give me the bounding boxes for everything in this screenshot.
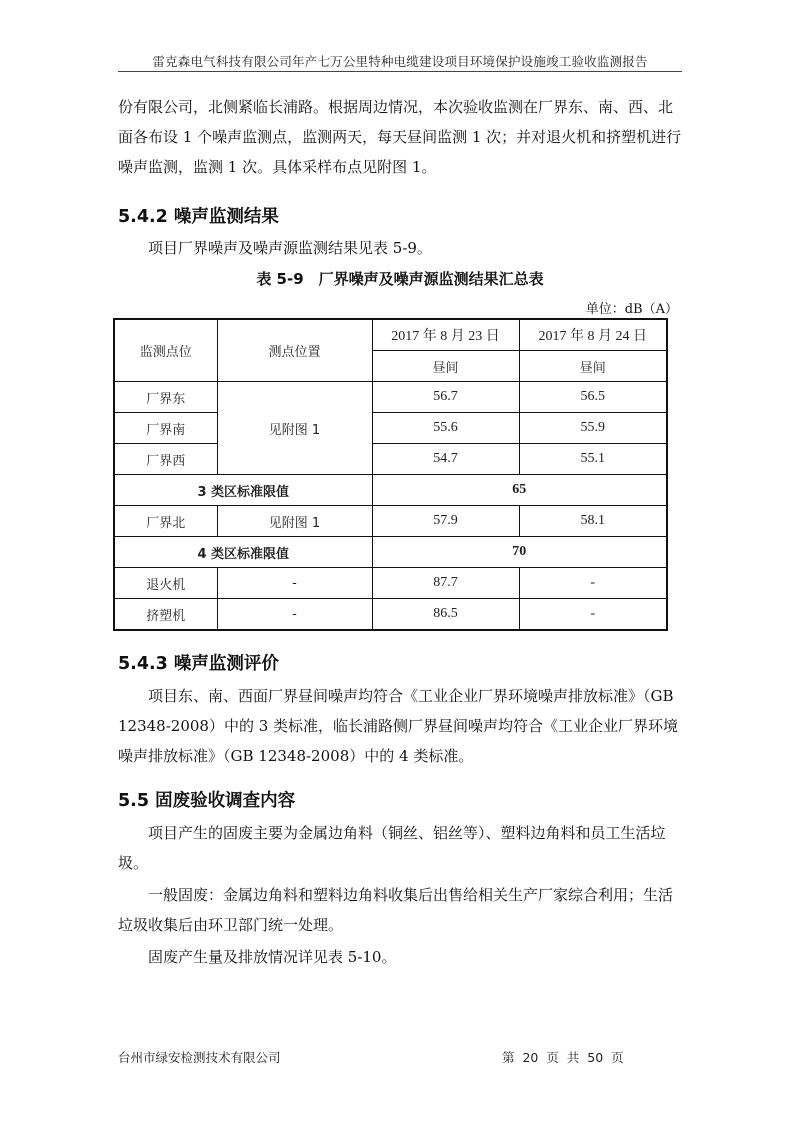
running-header-title: 雷克森电气科技有限公司年产七万公里特种电缆建设项目环境保护设施竣工验收监测报告 [152, 54, 648, 69]
cell-point: 挤塑机 [114, 599, 217, 631]
table-limit-row [114, 537, 667, 568]
cell-day1: 55.6 [372, 413, 519, 444]
footer-page-number: 第 20 页 共 50 页 [502, 1050, 624, 1065]
cell-day2: - [519, 568, 667, 599]
table-row [114, 382, 667, 413]
noise-results-table [113, 318, 668, 631]
cell-day1: 57.9 [372, 506, 519, 537]
table-row [114, 413, 667, 444]
table-row [114, 568, 667, 599]
header-date1: 2017 年 8 月 23 日 [372, 319, 519, 351]
cell-point: 厂界东 [114, 382, 217, 413]
section-heading-5-5: 5.5 固废验收调查内容 [118, 791, 296, 811]
cell-limit4-label: 4 类区标准限值 [114, 537, 372, 568]
cell-day1: 54.7 [372, 444, 519, 475]
cell-day2: 58.1 [519, 506, 667, 537]
table-row [114, 599, 667, 631]
cell-point: 退火机 [114, 568, 217, 599]
cell-location: 见附图 1 [217, 506, 372, 537]
cell-day1: 87.7 [372, 568, 519, 599]
cell-day2: 56.5 [519, 382, 667, 413]
cell-limit4-value: 70 [372, 537, 667, 568]
section-5-5-paragraph-2: 一般固废：金属边角料和塑料边角料收集后出售给相关生产厂家综合利用；生活垃圾收集后由环卫部门统一处理。 [118, 886, 674, 934]
section-heading-5-4-2: 5.4.2 噪声监测结果 [118, 207, 279, 227]
section-5-5-paragraph-1: 项目产生的固废主要为金属边角料（铜丝、铝丝等）、塑料边角料和员工生活垃圾。 [118, 824, 666, 872]
section-5-5-paragraph-3: 固废产生量及排放情况详见表 5-10。 [148, 948, 397, 966]
section-5-4-3-text: 项目东、南、西面厂界昼间噪声均符合《工业企业厂界环境噪声排放标准》（GB 12348-2008）中的 3 类标准，临长浦路侧厂界昼间噪声均符合《工业企业厂界环境噪声排放标准》（GB 12348-2008）中的 4 类标准。 [118, 687, 679, 765]
header-date2: 2017 年 8 月 24 日 [519, 319, 667, 351]
cell-point: 厂界西 [114, 444, 217, 475]
cell-point: 厂界南 [114, 413, 217, 444]
cell-day2: 55.9 [519, 413, 667, 444]
footer-company: 台州市绿安检测技术有限公司 [118, 1050, 281, 1065]
section-heading-5-4-3: 5.4.3 噪声监测评价 [118, 654, 279, 674]
cell-day2: - [519, 599, 667, 631]
cell-day1: 86.5 [372, 599, 519, 631]
cell-day1: 56.7 [372, 382, 519, 413]
header-location: 测点位置 [217, 319, 372, 382]
table-unit: 单位：dB（A） [585, 302, 678, 317]
table-limit-row [114, 475, 667, 506]
cell-location: - [217, 599, 372, 631]
cell-location-group: 见附图 1 [217, 382, 372, 475]
table-row [114, 444, 667, 475]
cell-limit3-value: 65 [372, 475, 667, 506]
section-5-4-2-text: 项目厂界噪声及噪声源监测结果见表 5-9。 [148, 239, 432, 257]
header-point: 监测点位 [114, 319, 217, 382]
header-divider [118, 71, 682, 72]
intro-paragraph: 份有限公司，北侧紧临长浦路。根据周边情况，本次验收监测在厂界东、南、西、北面各布设 1 个噪声监测点，监测两天，每天昼间监测 1 次；并对退火机和挤塑机进行噪声监测，监测 1 次。具体采样布点见附图 1。 [118, 98, 682, 176]
table-row [114, 506, 667, 537]
table-caption: 表 5-9 厂界噪声及噪声源监测结果汇总表 [256, 270, 544, 288]
cell-day2: 55.1 [519, 444, 667, 475]
cell-limit3-label: 3 类区标准限值 [114, 475, 372, 506]
cell-point: 厂界北 [114, 506, 217, 537]
header-period1: 昼间 [372, 351, 519, 382]
table-header-row [114, 319, 667, 351]
cell-location: - [217, 568, 372, 599]
header-period2: 昼间 [519, 351, 667, 382]
